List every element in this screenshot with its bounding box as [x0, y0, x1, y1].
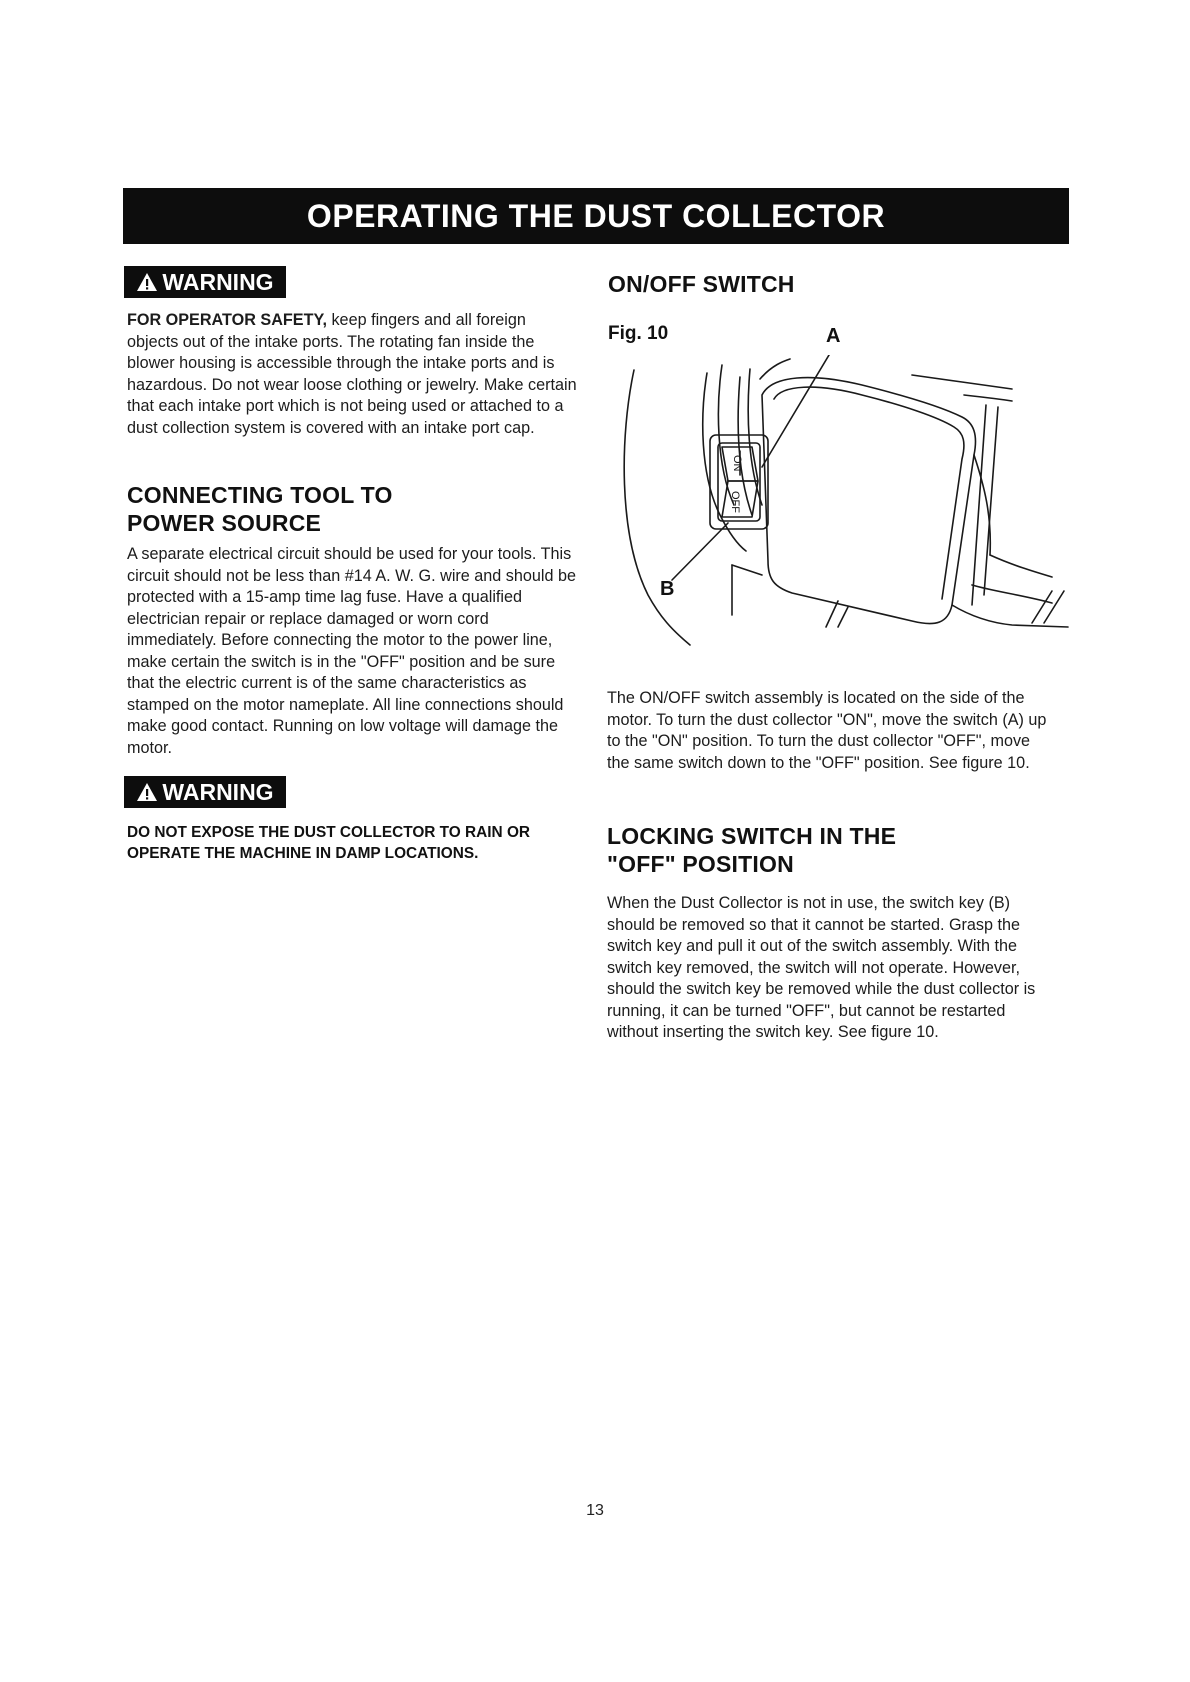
operator-safety-lead: FOR OPERATOR SAFETY, — [127, 311, 327, 329]
connecting-heading-line2: POWER SOURCE — [127, 510, 322, 536]
switch-off-label: OFF — [729, 491, 741, 513]
switch-figure — [612, 355, 1072, 655]
operator-safety-paragraph — [127, 310, 579, 439]
locking-heading — [607, 822, 896, 878]
figure-label: Fig. 10 — [608, 323, 669, 344]
onoff-heading: ON/OFF SWITCH — [608, 271, 795, 297]
locking-heading-line1: LOCKING SWITCH IN THE — [607, 823, 897, 849]
warning-triangle-icon — [136, 272, 158, 292]
onoff-paragraph: The ON/OFF switch assembly is located on the side of the motor. To turn the dust collector "ON", move the switch (A) up to the "ON" position. To turn the dust collector "OFF", move the same switch down to the "OFF" position. See figure 10. — [607, 689, 1047, 772]
connecting-heading — [127, 481, 393, 537]
switch-on-label: ON — [731, 455, 743, 472]
section-banner — [123, 188, 1069, 244]
rain-warning-text: DO NOT EXPOSE THE DUST COLLECTOR TO RAIN OR OPERATE THE MACHINE IN DAMP LOCATIONS. — [127, 824, 531, 862]
operator-safety-text: keep fingers and all foreign objects out of the intake ports. The rotating fan inside the blower housing is accessible through the intake ports and is hazardous. Do not wear loose clothing or jewelry. Make certain that each intake port which is not being used or attached to a dust collection system is covered with an intake port cap. — [127, 311, 577, 437]
page-number: 13 — [586, 1502, 604, 1519]
leader-a — [762, 355, 832, 467]
warning-label-1 — [124, 266, 286, 298]
locking-heading-line2: "OFF" POSITION — [607, 851, 794, 877]
warning-label-text: WARNING — [162, 268, 274, 295]
connecting-paragraph: A separate electrical circuit should be used for your tools. This circuit should not be less than #14 A. W. G. wire and should be protected with a 15-amp time lag fuse. Have a qualified electrician repair or replace damaged or worn cord immediately. Before connecting the motor to the power line, make certain the switch is in the "OFF" position and be sure that the electric current is of the same characteristics as stamped on the motor nameplate. All line connections should make good contact. Running on low voltage will damage the motor. — [127, 545, 577, 757]
locking-paragraph: When the Dust Collector is not in use, the switch key (B) should be removed so that it cannot be started. Grasp the switch key and pull it out of the switch assembly. With the switch key removed, the switch will not operate. However, should the switch key be removed while the dust collector is running, it can be turned "OFF", but cannot be restarted without inserting the switch key. See figure 10. — [607, 894, 1036, 1041]
section-title: OPERATING THE DUST COLLECTOR — [306, 197, 886, 234]
callout-a: A — [826, 325, 841, 347]
warning-triangle-icon — [136, 782, 158, 802]
callout-b: B — [660, 578, 675, 600]
leader-b — [672, 523, 728, 580]
warning-label-2 — [124, 776, 286, 808]
motor-outline — [624, 370, 690, 645]
connecting-heading-line1: CONNECTING TOOL TO — [127, 482, 393, 508]
warning-label-text: WARNING — [162, 778, 274, 805]
